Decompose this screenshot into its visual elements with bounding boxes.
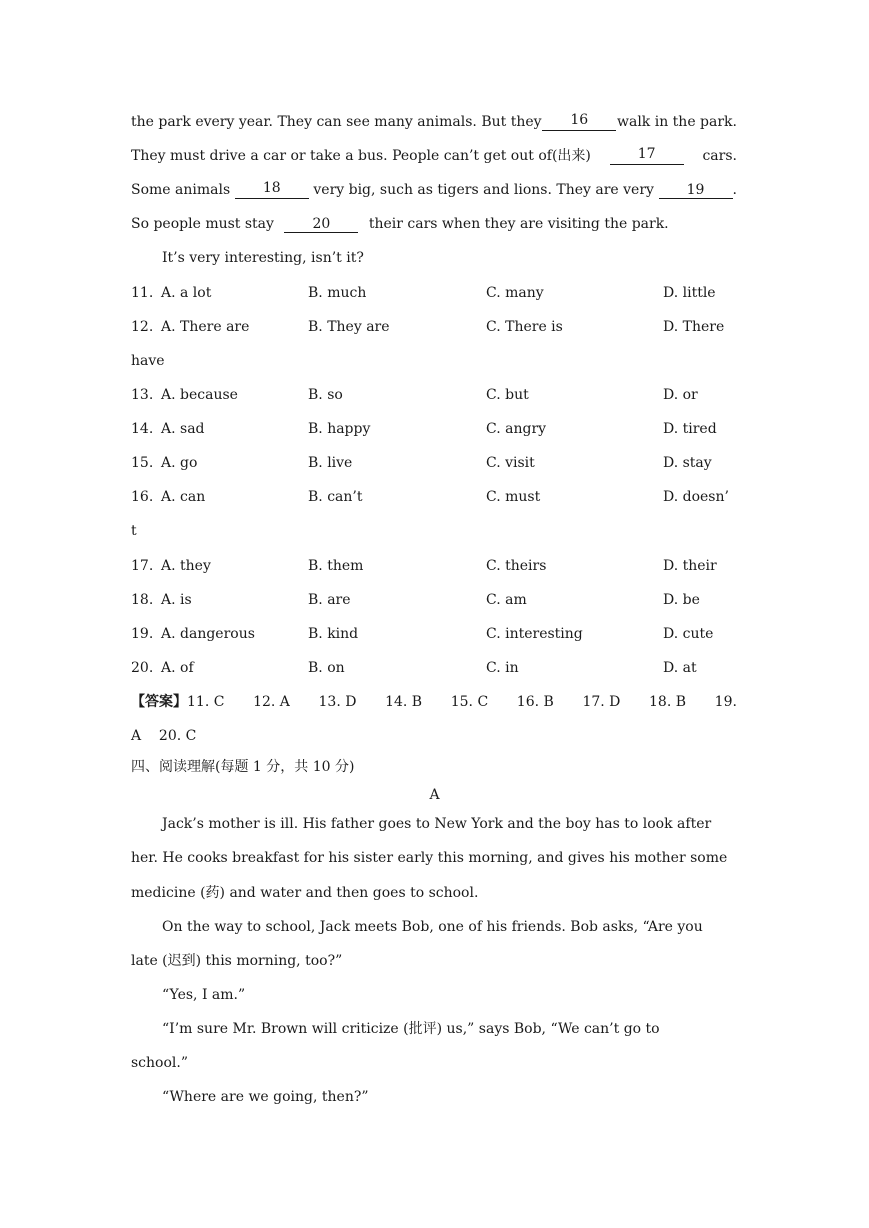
- option-b: B. live: [308, 455, 353, 471]
- reading-text: Jack’s mother is ill. His father goes to New York and the boy has to look after: [162, 816, 712, 832]
- passage-line-1: [131, 113, 737, 131]
- question-16-number: 16.: [131, 489, 154, 505]
- reading-line: “I’m sure Mr. Brown will criticize (批评) us,” says Bob, “We can’t go to: [162, 1021, 660, 1037]
- option-a: A. sad: [161, 421, 205, 437]
- question-15-number: 15.: [131, 455, 154, 471]
- passage-line-4: [131, 215, 737, 233]
- option-d-wrap: t: [131, 523, 137, 539]
- question-13-number: 13.: [131, 387, 154, 403]
- answer-label: 【答案】: [131, 694, 187, 710]
- option-b: B. happy: [308, 421, 371, 437]
- option-c: C. am: [486, 592, 527, 608]
- answer-item: 18. B: [649, 694, 687, 710]
- blank-19: 19: [659, 183, 733, 199]
- option-a: A. There are: [161, 319, 250, 335]
- option-a: A. a lot: [161, 285, 212, 301]
- answer-item: 14. B: [385, 694, 423, 710]
- option-c: C. many: [486, 285, 544, 301]
- option-c: C. There is: [486, 319, 563, 335]
- question-19-number: 19.: [131, 626, 154, 642]
- option-a: A. of: [161, 660, 194, 676]
- option-d: D. There: [663, 319, 725, 335]
- option-a: A. dangerous: [161, 626, 255, 642]
- option-a: A. can: [161, 489, 206, 505]
- passage-text: Some animals: [131, 182, 231, 198]
- option-b: B. them: [308, 558, 364, 574]
- option-a: A. is: [161, 592, 192, 608]
- reading-line: medicine (药) and water and then goes to school.: [131, 885, 479, 901]
- option-d-wrap: have: [131, 353, 165, 369]
- passage-text: very big, such as tigers and lions. They are very: [313, 182, 654, 198]
- option-c: C. but: [486, 387, 529, 403]
- option-c: C. theirs: [486, 558, 547, 574]
- option-a: A. because: [161, 387, 238, 403]
- passage-text: They must drive a car or take a bus. People can’t get out of(出来): [131, 148, 591, 164]
- answer-item: 16. B: [516, 694, 554, 710]
- section-title: 四、阅读理解(每题 1 分，共 10 分): [131, 759, 355, 775]
- option-b: B. on: [308, 660, 345, 676]
- question-14-number: 14.: [131, 421, 154, 437]
- option-d: D. cute: [663, 626, 714, 642]
- question-17-number: 17.: [131, 558, 154, 574]
- option-b: B. much: [308, 285, 367, 301]
- answer-item: 11. C: [187, 694, 225, 710]
- blank-17: 17: [610, 147, 684, 165]
- option-c: C. must: [486, 489, 541, 505]
- question-11-number: 11.: [131, 285, 154, 301]
- section-subtitle: A: [429, 787, 440, 803]
- option-d: D. be: [663, 592, 700, 608]
- question-12-number: 12.: [131, 319, 154, 335]
- passage-text: So people must stay: [131, 216, 274, 232]
- reading-line: “Where are we going, then?”: [162, 1089, 369, 1105]
- passage-text: their cars when they are visiting the park.: [368, 216, 669, 232]
- answer-item: 15. C: [450, 694, 489, 710]
- option-b: B. kind: [308, 626, 359, 642]
- passage-line-3: [131, 181, 737, 199]
- passage-text: cars.: [702, 148, 737, 164]
- option-d: D. doesn’: [663, 489, 729, 505]
- option-c: C. interesting: [486, 626, 583, 642]
- option-d: D. or: [663, 387, 698, 403]
- blank-18: 18: [235, 181, 309, 199]
- reading-line: late (迟到) this morning, too?”: [131, 953, 343, 969]
- option-b: B. They are: [308, 319, 390, 335]
- option-b: B. are: [308, 592, 351, 608]
- option-b: B. can’t: [308, 489, 363, 505]
- passage-text: .: [732, 182, 737, 198]
- passage-text: walk in the park.: [616, 114, 737, 130]
- option-c: C. visit: [486, 455, 535, 471]
- answer-key-wrap: A 20. C: [131, 728, 197, 744]
- option-c: C. angry: [486, 421, 547, 437]
- reading-line: “Yes, I am.”: [162, 987, 246, 1003]
- answer-item: 13. D: [318, 694, 357, 710]
- question-20-number: 20.: [131, 660, 154, 676]
- blank-16: 16: [542, 113, 616, 131]
- reading-line: [131, 815, 737, 833]
- option-d: D. little: [663, 285, 716, 301]
- option-a: A. they: [161, 558, 211, 574]
- answer-item: 17. D: [582, 694, 621, 710]
- option-b: B. so: [308, 387, 343, 403]
- reading-line: school.”: [131, 1055, 188, 1071]
- reading-line: On the way to school, Jack meets Bob, one of his friends. Bob asks, “Are you: [162, 919, 703, 935]
- option-d: D. stay: [663, 455, 712, 471]
- answer-item: 12. A: [253, 694, 290, 710]
- passage-line-2: [131, 147, 737, 165]
- option-a: A. go: [161, 455, 198, 471]
- option-d: D. at: [663, 660, 697, 676]
- option-d: D. tired: [663, 421, 717, 437]
- passage-line-5: It’s very interesting, isn’t it?: [162, 250, 364, 266]
- reading-line: her. He cooks breakfast for his sister early this morning, and gives his mother some: [131, 850, 728, 866]
- question-18-number: 18.: [131, 592, 154, 608]
- blank-20: 20: [284, 217, 358, 233]
- option-c: C. in: [486, 660, 519, 676]
- option-d: D. their: [663, 558, 717, 574]
- answer-item: 19.: [714, 694, 737, 710]
- passage-text: the park every year. They can see many animals. But they: [131, 114, 542, 130]
- answer-key: [131, 693, 737, 711]
